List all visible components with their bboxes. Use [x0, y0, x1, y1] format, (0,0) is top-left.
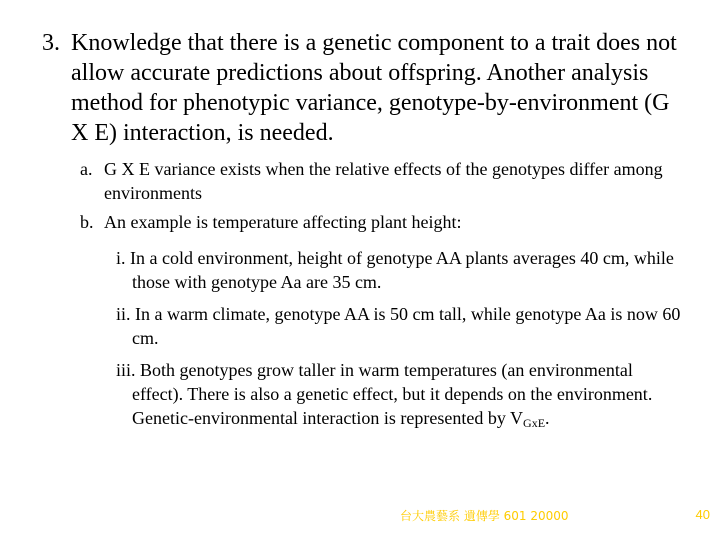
example-iii [116, 358, 686, 435]
example-number: ii. [116, 304, 131, 324]
example-number: iii. [116, 360, 136, 380]
example-text: Both genotypes grow taller in warm temperatures (an environmental effect). There is also a genetic effect, but it depends on the environment. Genetic-environmental interaction is represented by V [132, 360, 653, 428]
sub-point-letter: a. [80, 159, 93, 179]
main-point-text: Knowledge that there is a genetic component to a trait does not allow accurate predictions about offspring. Another analysis method for phenotypic variance, genotype-by-environment (G X E) interaction, is needed. [71, 30, 677, 146]
example-line [116, 246, 686, 294]
example-line [116, 302, 686, 350]
sub-point-text: An example is temperature affecting plant height: [104, 212, 462, 232]
variance-subscript: GxE [523, 416, 546, 430]
footer-text: 台大農藝系 遺傳學 601 20000 [400, 509, 569, 523]
example-text: In a warm climate, genotype AA is 50 cm tall, while genotype Aa is now 60 cm. [132, 304, 681, 348]
page-number: 40 [695, 507, 710, 522]
example-end-punctuation: . [545, 408, 550, 428]
sub-point-text: G X E variance exists when the relative effects of the genotypes differ among environments [104, 159, 663, 203]
example-text: In a cold environment, height of genotype AA plants averages 40 cm, while those with genotype Aa are 35 cm. [130, 248, 674, 292]
main-point-3 [42, 28, 682, 148]
main-point-number: 3. [42, 30, 60, 56]
example-number: i. [116, 248, 126, 268]
example-ii [116, 302, 686, 350]
example-line [116, 358, 686, 435]
example-i [116, 246, 686, 294]
sub-point-letter: b. [80, 212, 94, 232]
sub-point-b [80, 210, 690, 234]
sub-point-a [80, 157, 690, 205]
